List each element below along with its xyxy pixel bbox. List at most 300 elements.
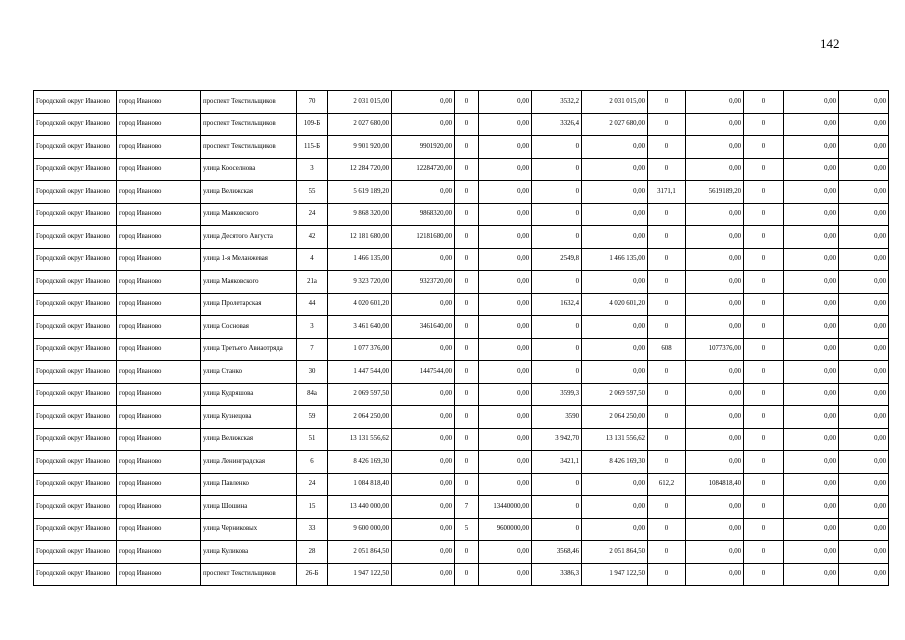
cost-value-cell: 0,00 [582,316,648,339]
amount-cell: 0,00 [686,293,744,316]
street-cell: проспект Текстильщиков [201,91,297,114]
municipality-cell: Городской округ Иваново [34,203,117,226]
amount-cell: 0,00 [839,541,889,564]
street-cell: проспект Текстильщиков [201,563,297,586]
cost-value-cell: 0,00 [582,496,648,519]
municipality-cell: Городской округ Иваново [34,248,117,271]
locality-cell: город Иваново [117,316,201,339]
area-cell: 0 [648,383,686,406]
cost-value-cell: 2 064 250,00 [582,406,648,429]
table-row [34,158,889,181]
amount-cell: 0,00 [686,226,744,249]
total-cost-cell: 2 064 250,00 [328,406,392,429]
cost-value-cell: 9868320,00 [392,203,455,226]
street-cell: улица Ленинградская [201,451,297,474]
amount-cell: 0,00 [839,248,889,271]
amount-cell: 0,00 [686,383,744,406]
amount-cell: 0,00 [479,316,532,339]
amount-cell: 0,00 [784,563,839,586]
area-cell: 0 [648,518,686,541]
street-cell: улица Маяковского [201,203,297,226]
amount-cell: 0,00 [839,136,889,159]
street-cell: улица Велижская [201,428,297,451]
page-number: 142 [820,36,840,51]
count-cell: 0 [744,203,784,226]
area-cell: 3 942,70 [532,428,582,451]
municipality-cell: Городской округ Иваново [34,563,117,586]
count-cell: 0 [455,293,479,316]
count-cell: 0 [455,271,479,294]
amount-cell: 0,00 [686,428,744,451]
street-cell: улица Черниковых [201,518,297,541]
total-cost-cell: 12 181 680,00 [328,226,392,249]
cost-value-cell: 0,00 [392,496,455,519]
amount-cell: 0,00 [839,293,889,316]
amount-cell: 0,00 [839,428,889,451]
area-cell: 1632,4 [532,293,582,316]
municipality-cell: Городской округ Иваново [34,541,117,564]
street-cell: улица Куликова [201,541,297,564]
amount-cell: 0,00 [839,451,889,474]
amount-cell: 0,00 [839,473,889,496]
house-number-cell: 109-Б [297,113,328,136]
house-number-cell: 115-Б [297,136,328,159]
locality-cell: город Иваново [117,203,201,226]
count-cell: 0 [455,226,479,249]
amount-cell: 0,00 [686,451,744,474]
cost-value-cell: 2 069 597,50 [582,383,648,406]
house-number-cell: 33 [297,518,328,541]
area-cell: 0 [532,181,582,204]
count-cell: 0 [455,473,479,496]
address-registry-table [33,90,889,586]
house-number-cell: 30 [297,361,328,384]
amount-cell: 0,00 [479,226,532,249]
locality-cell: город Иваново [117,226,201,249]
amount-cell: 0,00 [479,248,532,271]
area-cell: 3599,3 [532,383,582,406]
locality-cell: город Иваново [117,406,201,429]
cost-value-cell: 2 031 015,00 [582,91,648,114]
count-cell: 0 [744,563,784,586]
area-cell: 612,2 [648,473,686,496]
cost-value-cell: 0,00 [582,136,648,159]
amount-cell: 0,00 [686,113,744,136]
amount-cell: 0,00 [479,181,532,204]
locality-cell: город Иваново [117,271,201,294]
amount-cell: 0,00 [686,518,744,541]
house-number-cell: 51 [297,428,328,451]
amount-cell: 0,00 [479,203,532,226]
table-row [34,248,889,271]
area-cell: 0 [648,541,686,564]
area-cell: 0 [532,271,582,294]
municipality-cell: Городской округ Иваново [34,181,117,204]
count-cell: 0 [744,338,784,361]
amount-cell: 0,00 [839,158,889,181]
amount-cell: 0,00 [479,541,532,564]
cost-value-cell: 0,00 [392,113,455,136]
amount-cell: 0,00 [839,203,889,226]
amount-cell: 0,00 [784,518,839,541]
count-cell: 0 [744,248,784,271]
amount-cell: 0,00 [839,563,889,586]
street-cell: улица Велижская [201,181,297,204]
amount-cell: 0,00 [784,248,839,271]
amount-cell: 0,00 [784,136,839,159]
count-cell: 0 [744,406,784,429]
total-cost-cell: 2 051 864,50 [328,541,392,564]
cost-value-cell: 0,00 [392,181,455,204]
count-cell: 0 [455,541,479,564]
locality-cell: город Иваново [117,473,201,496]
cost-value-cell: 2 027 680,00 [582,113,648,136]
amount-cell: 0,00 [784,383,839,406]
cost-value-cell: 13 131 556,62 [582,428,648,451]
area-cell: 0 [648,316,686,339]
table-row [34,496,889,519]
house-number-cell: 6 [297,451,328,474]
table-row [34,563,889,586]
amount-cell: 0,00 [784,406,839,429]
street-cell: улица 1-я Меланжевая [201,248,297,271]
area-cell: 0 [532,473,582,496]
locality-cell: город Иваново [117,338,201,361]
count-cell: 0 [455,338,479,361]
table-row [34,113,889,136]
count-cell: 0 [744,451,784,474]
amount-cell: 0,00 [839,113,889,136]
total-cost-cell: 5 619 189,20 [328,181,392,204]
table-row [34,91,889,114]
amount-cell: 0,00 [686,563,744,586]
area-cell: 3171,1 [648,181,686,204]
table-row [34,271,889,294]
locality-cell: город Иваново [117,293,201,316]
amount-cell: 1084818,40 [686,473,744,496]
cost-value-cell: 0,00 [582,473,648,496]
count-cell: 0 [455,91,479,114]
street-cell: улица Третьего Авиаотряда [201,338,297,361]
house-number-cell: 42 [297,226,328,249]
cost-value-cell: 0,00 [582,338,648,361]
table-row [34,293,889,316]
amount-cell: 0,00 [784,451,839,474]
locality-cell: город Иваново [117,113,201,136]
count-cell: 0 [455,203,479,226]
total-cost-cell: 1 947 122,50 [328,563,392,586]
amount-cell: 0,00 [784,271,839,294]
cost-value-cell: 0,00 [582,361,648,384]
cost-value-cell: 1447544,00 [392,361,455,384]
cost-value-cell: 0,00 [392,541,455,564]
amount-cell: 0,00 [784,226,839,249]
area-cell: 0 [532,203,582,226]
table-row [34,338,889,361]
street-cell: улица Пролетарская [201,293,297,316]
cost-value-cell: 0,00 [392,451,455,474]
amount-cell: 0,00 [686,541,744,564]
area-cell: 3568,46 [532,541,582,564]
total-cost-cell: 1 466 135,00 [328,248,392,271]
registry-table-body [34,91,889,586]
total-cost-cell: 4 020 601,20 [328,293,392,316]
amount-cell: 0,00 [784,203,839,226]
area-cell: 0 [648,158,686,181]
house-number-cell: 28 [297,541,328,564]
count-cell: 0 [744,518,784,541]
area-cell: 0 [532,316,582,339]
street-cell: улица Павленко [201,473,297,496]
table-row [34,181,889,204]
area-cell: 0 [648,293,686,316]
amount-cell: 0,00 [686,158,744,181]
cost-value-cell: 0,00 [582,226,648,249]
municipality-cell: Городской округ Иваново [34,113,117,136]
count-cell: 0 [744,226,784,249]
amount-cell: 0,00 [479,271,532,294]
amount-cell: 0,00 [784,473,839,496]
total-cost-cell: 1 447 544,00 [328,361,392,384]
area-cell: 0 [648,136,686,159]
count-cell: 0 [744,428,784,451]
count-cell: 0 [744,361,784,384]
area-cell: 0 [532,338,582,361]
municipality-cell: Городской округ Иваново [34,428,117,451]
street-cell: улица Шошина [201,496,297,519]
locality-cell: город Иваново [117,181,201,204]
table-row [34,383,889,406]
area-cell: 3532,2 [532,91,582,114]
count-cell: 0 [455,113,479,136]
amount-cell: 0,00 [784,316,839,339]
cost-value-cell: 0,00 [392,338,455,361]
amount-cell: 0,00 [479,113,532,136]
count-cell: 0 [455,406,479,429]
locality-cell: город Иваново [117,383,201,406]
cost-value-cell: 1 466 135,00 [582,248,648,271]
total-cost-cell: 9 600 000,00 [328,518,392,541]
table-row [34,361,889,384]
house-number-cell: 21а [297,271,328,294]
area-cell: 0 [532,496,582,519]
municipality-cell: Городской округ Иваново [34,406,117,429]
total-cost-cell: 12 284 720,00 [328,158,392,181]
count-cell: 0 [455,451,479,474]
municipality-cell: Городской округ Иваново [34,473,117,496]
cost-value-cell: 0,00 [392,406,455,429]
cost-value-cell: 0,00 [392,248,455,271]
count-cell: 0 [744,136,784,159]
count-cell: 0 [744,473,784,496]
amount-cell: 0,00 [686,91,744,114]
amount-cell: 0,00 [839,496,889,519]
cost-value-cell: 1 947 122,50 [582,563,648,586]
locality-cell: город Иваново [117,158,201,181]
area-cell: 0 [648,226,686,249]
amount-cell: 0,00 [784,293,839,316]
cost-value-cell: 0,00 [392,563,455,586]
cost-value-cell: 12284720,00 [392,158,455,181]
total-cost-cell: 9 868 320,00 [328,203,392,226]
cost-value-cell: 0,00 [582,158,648,181]
locality-cell: город Иваново [117,563,201,586]
street-cell: улица Станко [201,361,297,384]
cost-value-cell: 0,00 [582,271,648,294]
amount-cell: 0,00 [479,406,532,429]
amount-cell: 0,00 [839,271,889,294]
amount-cell: 0,00 [479,563,532,586]
table-row [34,473,889,496]
amount-cell: 0,00 [479,428,532,451]
amount-cell: 0,00 [479,293,532,316]
cost-value-cell: 8 426 169,30 [582,451,648,474]
house-number-cell: 84а [297,383,328,406]
house-number-cell: 4 [297,248,328,271]
municipality-cell: Городской округ Иваново [34,293,117,316]
cost-value-cell: 0,00 [392,383,455,406]
house-number-cell: 59 [297,406,328,429]
amount-cell: 0,00 [839,338,889,361]
municipality-cell: Городской округ Иваново [34,91,117,114]
area-cell: 0 [532,158,582,181]
municipality-cell: Городской округ Иваново [34,136,117,159]
municipality-cell: Городской округ Иваново [34,226,117,249]
municipality-cell: Городской округ Иваново [34,271,117,294]
locality-cell: город Иваново [117,496,201,519]
street-cell: улица Кузнецова [201,406,297,429]
count-cell: 0 [455,361,479,384]
cost-value-cell: 0,00 [392,518,455,541]
count-cell: 0 [744,271,784,294]
count-cell: 0 [455,316,479,339]
locality-cell: город Иваново [117,248,201,271]
amount-cell: 0,00 [686,496,744,519]
municipality-cell: Городской округ Иваново [34,316,117,339]
area-cell: 2549,8 [532,248,582,271]
total-cost-cell: 1 084 818,40 [328,473,392,496]
amount-cell: 0,00 [479,91,532,114]
area-cell: 3386,3 [532,563,582,586]
cost-value-cell: 0,00 [392,91,455,114]
municipality-cell: Городской округ Иваново [34,361,117,384]
area-cell: 0 [648,113,686,136]
area-cell: 0 [648,248,686,271]
area-cell: 0 [532,136,582,159]
count-cell: 0 [744,113,784,136]
area-cell: 0 [648,203,686,226]
cost-value-cell: 0,00 [392,473,455,496]
count-cell: 0 [455,563,479,586]
house-number-cell: 44 [297,293,328,316]
amount-cell: 0,00 [784,91,839,114]
total-cost-cell: 8 426 169,30 [328,451,392,474]
cost-value-cell: 9901920,00 [392,136,455,159]
locality-cell: город Иваново [117,541,201,564]
table-row [34,203,889,226]
amount-cell: 0,00 [839,383,889,406]
area-cell: 0 [648,428,686,451]
cost-value-cell: 12181680,00 [392,226,455,249]
municipality-cell: Городской округ Иваново [34,518,117,541]
area-cell: 0 [532,361,582,384]
house-number-cell: 24 [297,203,328,226]
house-number-cell: 3 [297,158,328,181]
cost-value-cell: 0,00 [582,518,648,541]
house-number-cell: 26-Б [297,563,328,586]
area-cell: 0 [648,563,686,586]
count-cell: 7 [455,496,479,519]
area-cell: 608 [648,338,686,361]
table-row [34,316,889,339]
municipality-cell: Городской округ Иваново [34,496,117,519]
count-cell: 0 [455,428,479,451]
area-cell: 3421,1 [532,451,582,474]
amount-cell: 0,00 [479,383,532,406]
house-number-cell: 7 [297,338,328,361]
area-cell: 0 [648,91,686,114]
cost-value-cell: 0,00 [392,428,455,451]
amount-cell: 0,00 [784,181,839,204]
cost-value-cell: 0,00 [392,293,455,316]
cost-value-cell: 0,00 [582,181,648,204]
count-cell: 0 [744,91,784,114]
amount-cell: 0,00 [839,316,889,339]
street-cell: улица Маяковского [201,271,297,294]
total-cost-cell: 1 077 376,00 [328,338,392,361]
amount-cell: 5619189,20 [686,181,744,204]
area-cell: 0 [648,451,686,474]
house-number-cell: 70 [297,91,328,114]
area-cell: 0 [532,518,582,541]
amount-cell: 0,00 [784,361,839,384]
amount-cell: 0,00 [686,271,744,294]
amount-cell: 1077376,00 [686,338,744,361]
table-row [34,541,889,564]
street-cell: улица Кудряшова [201,383,297,406]
area-cell: 3326,4 [532,113,582,136]
count-cell: 0 [744,496,784,519]
table-row [34,451,889,474]
count-cell: 5 [455,518,479,541]
count-cell: 0 [744,293,784,316]
street-cell: улица Десятого Августа [201,226,297,249]
amount-cell: 0,00 [479,338,532,361]
locality-cell: город Иваново [117,428,201,451]
amount-cell: 0,00 [784,113,839,136]
amount-cell: 0,00 [784,158,839,181]
amount-cell: 0,00 [784,496,839,519]
house-number-cell: 55 [297,181,328,204]
amount-cell: 0,00 [784,338,839,361]
amount-cell: 9600000,00 [479,518,532,541]
street-cell: улица Сосновая [201,316,297,339]
amount-cell: 0,00 [839,181,889,204]
amount-cell: 0,00 [686,136,744,159]
locality-cell: город Иваново [117,136,201,159]
cost-value-cell: 3461640,00 [392,316,455,339]
amount-cell: 0,00 [839,406,889,429]
count-cell: 0 [455,158,479,181]
total-cost-cell: 13 131 556,62 [328,428,392,451]
amount-cell: 0,00 [479,158,532,181]
locality-cell: город Иваново [117,361,201,384]
amount-cell: 0,00 [686,203,744,226]
count-cell: 0 [455,248,479,271]
municipality-cell: Городской округ Иваново [34,451,117,474]
area-cell: 0 [648,496,686,519]
total-cost-cell: 3 461 640,00 [328,316,392,339]
